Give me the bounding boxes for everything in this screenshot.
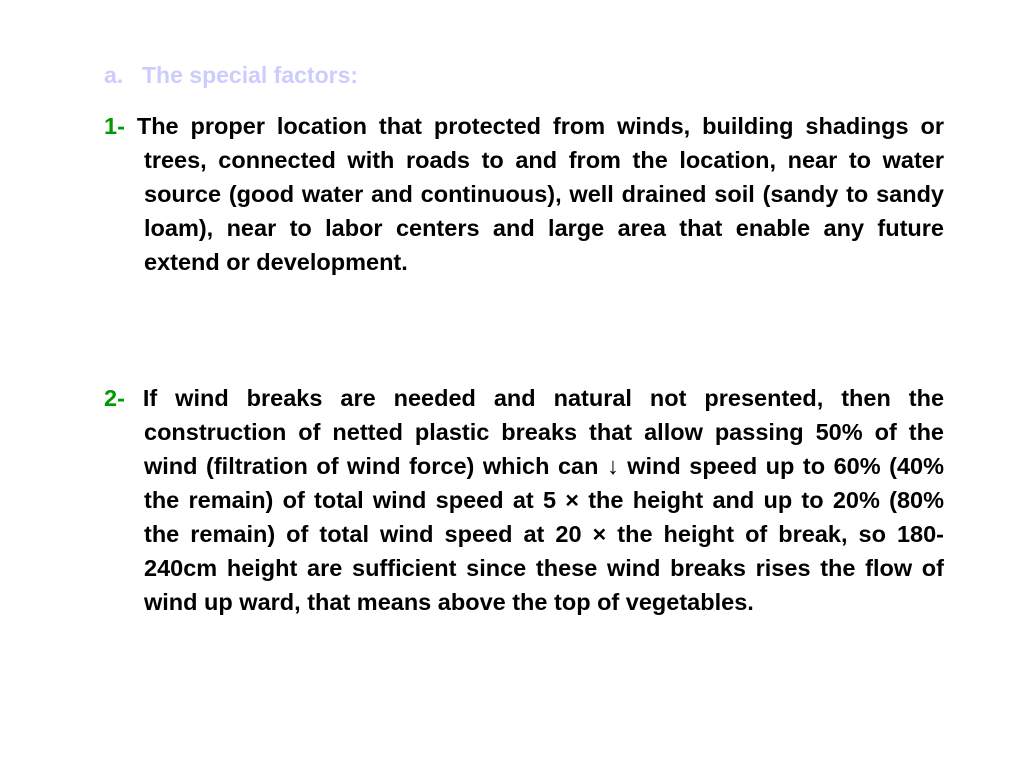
item-text: If wind breaks are needed and natural not presented, then the construction of netted plastic breaks that allow passing 50% of the wind (filtration of wind force) which can ↓ wind speed up to 60% (40% the remain) of total wind speed at 5 × the height and up to 20% (80% the remain) of total wind speed at 20 × the height of break, so 180-240cm height are sufficient since these wind breaks rises the flow of wind up ward, that means above the top of vegetables. bbox=[142, 385, 945, 615]
heading-marker: a. bbox=[104, 62, 124, 88]
list-item bbox=[104, 381, 944, 619]
list-item bbox=[104, 109, 944, 279]
item-number: 2- bbox=[104, 385, 125, 411]
heading-text: The special factors: bbox=[142, 62, 359, 88]
item-text: The proper location that protected from winds, building shadings or trees, connected with roads to and from the location, near to water source (good water and continuous), well drained soil (sandy to sandy loam), near to labor centers and large area that enable any future extend or development. bbox=[136, 113, 944, 275]
section-heading bbox=[104, 60, 358, 90]
item-number: 1- bbox=[104, 113, 125, 139]
